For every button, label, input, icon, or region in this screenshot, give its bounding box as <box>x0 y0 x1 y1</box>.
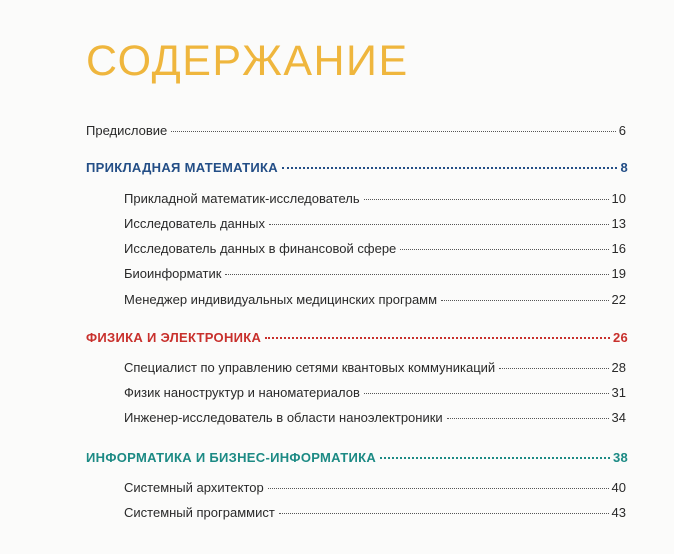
toc-entry-label: Системный программист <box>124 505 275 520</box>
toc-entry[interactable] <box>124 385 626 400</box>
toc-entry[interactable] <box>124 505 626 520</box>
dot-leader <box>225 274 608 275</box>
toc-page-number: 6 <box>618 123 626 138</box>
toc-entry[interactable] <box>124 480 626 495</box>
section-title: ИНФОРМАТИКА И БИЗНЕС-ИНФОРМАТИКА <box>86 450 377 465</box>
section-title: ФИЗИКА И ЭЛЕКТРОНИКА <box>86 330 262 345</box>
section-title: ПРИКЛАДНАЯ МАТЕМАТИКА <box>86 160 278 175</box>
toc-entry[interactable] <box>124 410 626 425</box>
toc-entry[interactable] <box>124 191 626 206</box>
toc-entry[interactable] <box>124 360 626 375</box>
dot-leader <box>282 167 618 169</box>
toc-entry-label: Исследователь данных <box>124 216 265 231</box>
dot-leader <box>269 224 609 225</box>
toc-entry-label: Менеджер индивидуальных медицинских программ <box>124 292 438 307</box>
toc-page-number: 16 <box>611 241 626 256</box>
toc-page-number: 43 <box>611 505 626 520</box>
toc-page-number: 13 <box>611 216 626 231</box>
page-title: СОДЕРЖАНИЕ <box>86 37 409 85</box>
dot-leader <box>364 199 609 200</box>
toc-page-number: 31 <box>611 385 626 400</box>
toc-section-physics-electronics[interactable] <box>86 330 628 345</box>
toc-entry-label: Системный архитектор <box>124 480 264 495</box>
toc-page-number: 19 <box>611 266 626 281</box>
dot-leader <box>400 249 608 250</box>
section-page-number: 26 <box>612 330 628 345</box>
dot-leader <box>268 488 609 489</box>
dot-leader <box>499 368 608 369</box>
toc-entry-label: Исследователь данных в финансовой сфере <box>124 241 397 256</box>
toc-page-number: 40 <box>611 480 626 495</box>
toc-entry-label: Предисловие <box>86 123 168 138</box>
toc-page-number: 28 <box>611 360 626 375</box>
toc-entry-label: Биоинформатик <box>124 266 222 281</box>
dot-leader <box>447 418 609 419</box>
section-page-number: 38 <box>612 450 628 465</box>
toc-entry-label: Специалист по управлению сетями квантовых коммуникаций <box>124 360 496 375</box>
toc-page-number: 22 <box>611 292 626 307</box>
toc-entry-preface[interactable] <box>86 123 626 138</box>
section-page-number: 8 <box>620 160 628 175</box>
toc-page-number: 34 <box>611 410 626 425</box>
dot-leader <box>171 131 616 132</box>
dot-leader <box>265 337 610 339</box>
toc-section-informatics[interactable] <box>86 450 628 465</box>
toc-entry[interactable] <box>124 241 626 256</box>
toc-entry-label: Физик наноструктур и наноматериалов <box>124 385 360 400</box>
dot-leader <box>441 300 608 301</box>
toc-entry[interactable] <box>124 292 626 307</box>
toc-page-number: 10 <box>611 191 626 206</box>
toc-entry-label: Инженер-исследователь в области наноэлектроники <box>124 410 443 425</box>
toc-section-applied-math[interactable] <box>86 160 628 175</box>
dot-leader <box>364 393 609 394</box>
toc-entry[interactable] <box>124 216 626 231</box>
toc-entry-label: Прикладной математик-исследователь <box>124 191 360 206</box>
dot-leader <box>380 457 610 459</box>
toc-entry[interactable] <box>124 266 626 281</box>
dot-leader <box>279 513 609 514</box>
